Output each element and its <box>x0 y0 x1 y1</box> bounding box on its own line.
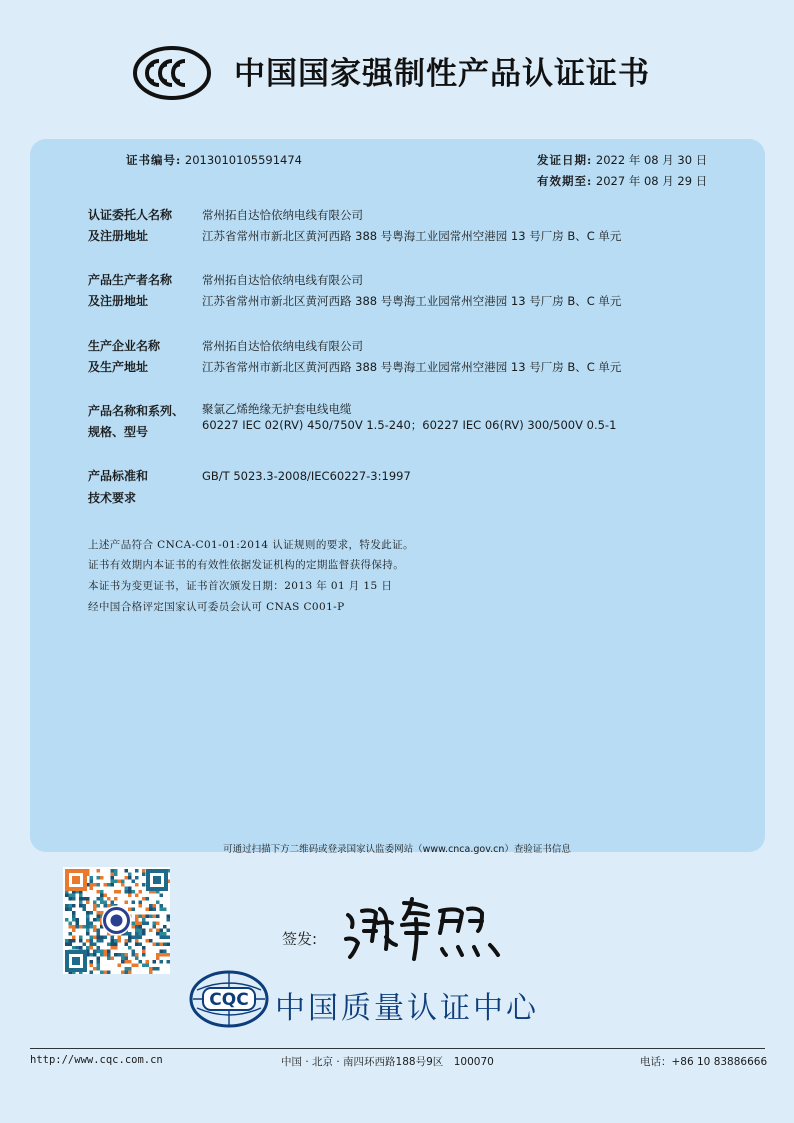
field-value: 60227 IEC 02(RV) 450/750V 1.5-240；60227 IEC 06(RV) 300/500V 0.5-1 <box>202 418 617 432</box>
issue-date-label: 发证日期: <box>537 153 593 167</box>
field-value: 江苏省常州市新北区黄河西路 388 号粤海工业园常州空港园 13 号厂房 B、C 单元 <box>202 229 622 243</box>
signature <box>342 893 507 965</box>
field-label: 生产企业名称 <box>88 339 161 353</box>
field-value: 江苏省常州市新北区黄河西路 388 号粤海工业园常州空港园 13 号厂房 B、C 单元 <box>202 294 622 308</box>
certificate-number <box>126 152 302 168</box>
field-label: 及生产地址 <box>88 360 149 374</box>
field-label: 产品名称和系列、 <box>88 404 185 418</box>
field-label: 技术要求 <box>88 491 137 505</box>
field-value: 聚氯乙烯绝缘无护套电线电缆 <box>202 402 352 416</box>
field-value: 常州拓自达恰依纳电线有限公司 <box>202 273 363 287</box>
field-value: GB/T 5023.3-2008/IEC60227-3:1997 <box>202 469 411 483</box>
footer-phone: 电话：+86 10 83886666 <box>640 1056 768 1068</box>
expiry-date-label: 有效期至: <box>537 174 593 188</box>
field-value: 江苏省常州市新北区黄河西路 388 号粤海工业园常州空港园 13 号厂房 B、C 单元 <box>202 360 622 374</box>
field-label: 产品生产者名称 <box>88 273 173 287</box>
organization-name: 中国质量认证中心 <box>275 991 539 1026</box>
cqc-logo-text: CQC <box>209 990 249 1010</box>
footer-address: 中国 · 北京 · 南四环西路188号9区 100070 <box>281 1056 494 1068</box>
cqc-logo <box>189 970 269 1028</box>
expiry-date-value: 2027 年 08 月 29 日 <box>595 174 708 188</box>
issue-date <box>537 152 707 168</box>
declaration-line: 上述产品符合 CNCA-C01-01:2014 认证规则的要求，特发此证。 <box>88 539 414 551</box>
cert-no-label: 证书编号: <box>126 153 182 167</box>
declaration-line: 本证书为变更证书，证书首次颁发日期：2013 年 01 月 15 日 <box>88 580 393 592</box>
field-label: 及注册地址 <box>88 294 149 308</box>
declaration-line: 经中国合格评定国家认可委员会认可 CNAS C001-P <box>88 601 345 613</box>
ccc-logo <box>132 45 212 101</box>
footer-url[interactable]: http://www.cqc.com.cn <box>30 1054 163 1066</box>
issue-date-value: 2022 年 08 月 30 日 <box>595 153 708 167</box>
verification-notice: 可通过扫描下方二维码或登录国家认监委网站（www.cnca.gov.cn）查验证书信息 <box>223 844 571 855</box>
field-label: 及注册地址 <box>88 229 149 243</box>
field-label: 认证委托人名称 <box>88 208 173 222</box>
declaration-line: 证书有效期内本证书的有效性依据发证机构的定期监督获得保持。 <box>88 559 405 571</box>
sign-label: 签发: <box>282 930 318 948</box>
expiry-date <box>537 173 707 189</box>
certificate-title: 中国国家强制性产品认证证书 <box>234 56 650 92</box>
qr-code[interactable] <box>63 867 170 974</box>
field-label: 产品标准和 <box>88 469 149 483</box>
field-value: 常州拓自达恰依纳电线有限公司 <box>202 339 363 353</box>
cert-no-value: 2013010105591474 <box>184 153 302 167</box>
certificate-header <box>0 38 794 108</box>
footer-divider <box>30 1048 765 1049</box>
field-value: 常州拓自达恰依纳电线有限公司 <box>202 208 363 222</box>
field-label: 规格、型号 <box>88 425 149 439</box>
